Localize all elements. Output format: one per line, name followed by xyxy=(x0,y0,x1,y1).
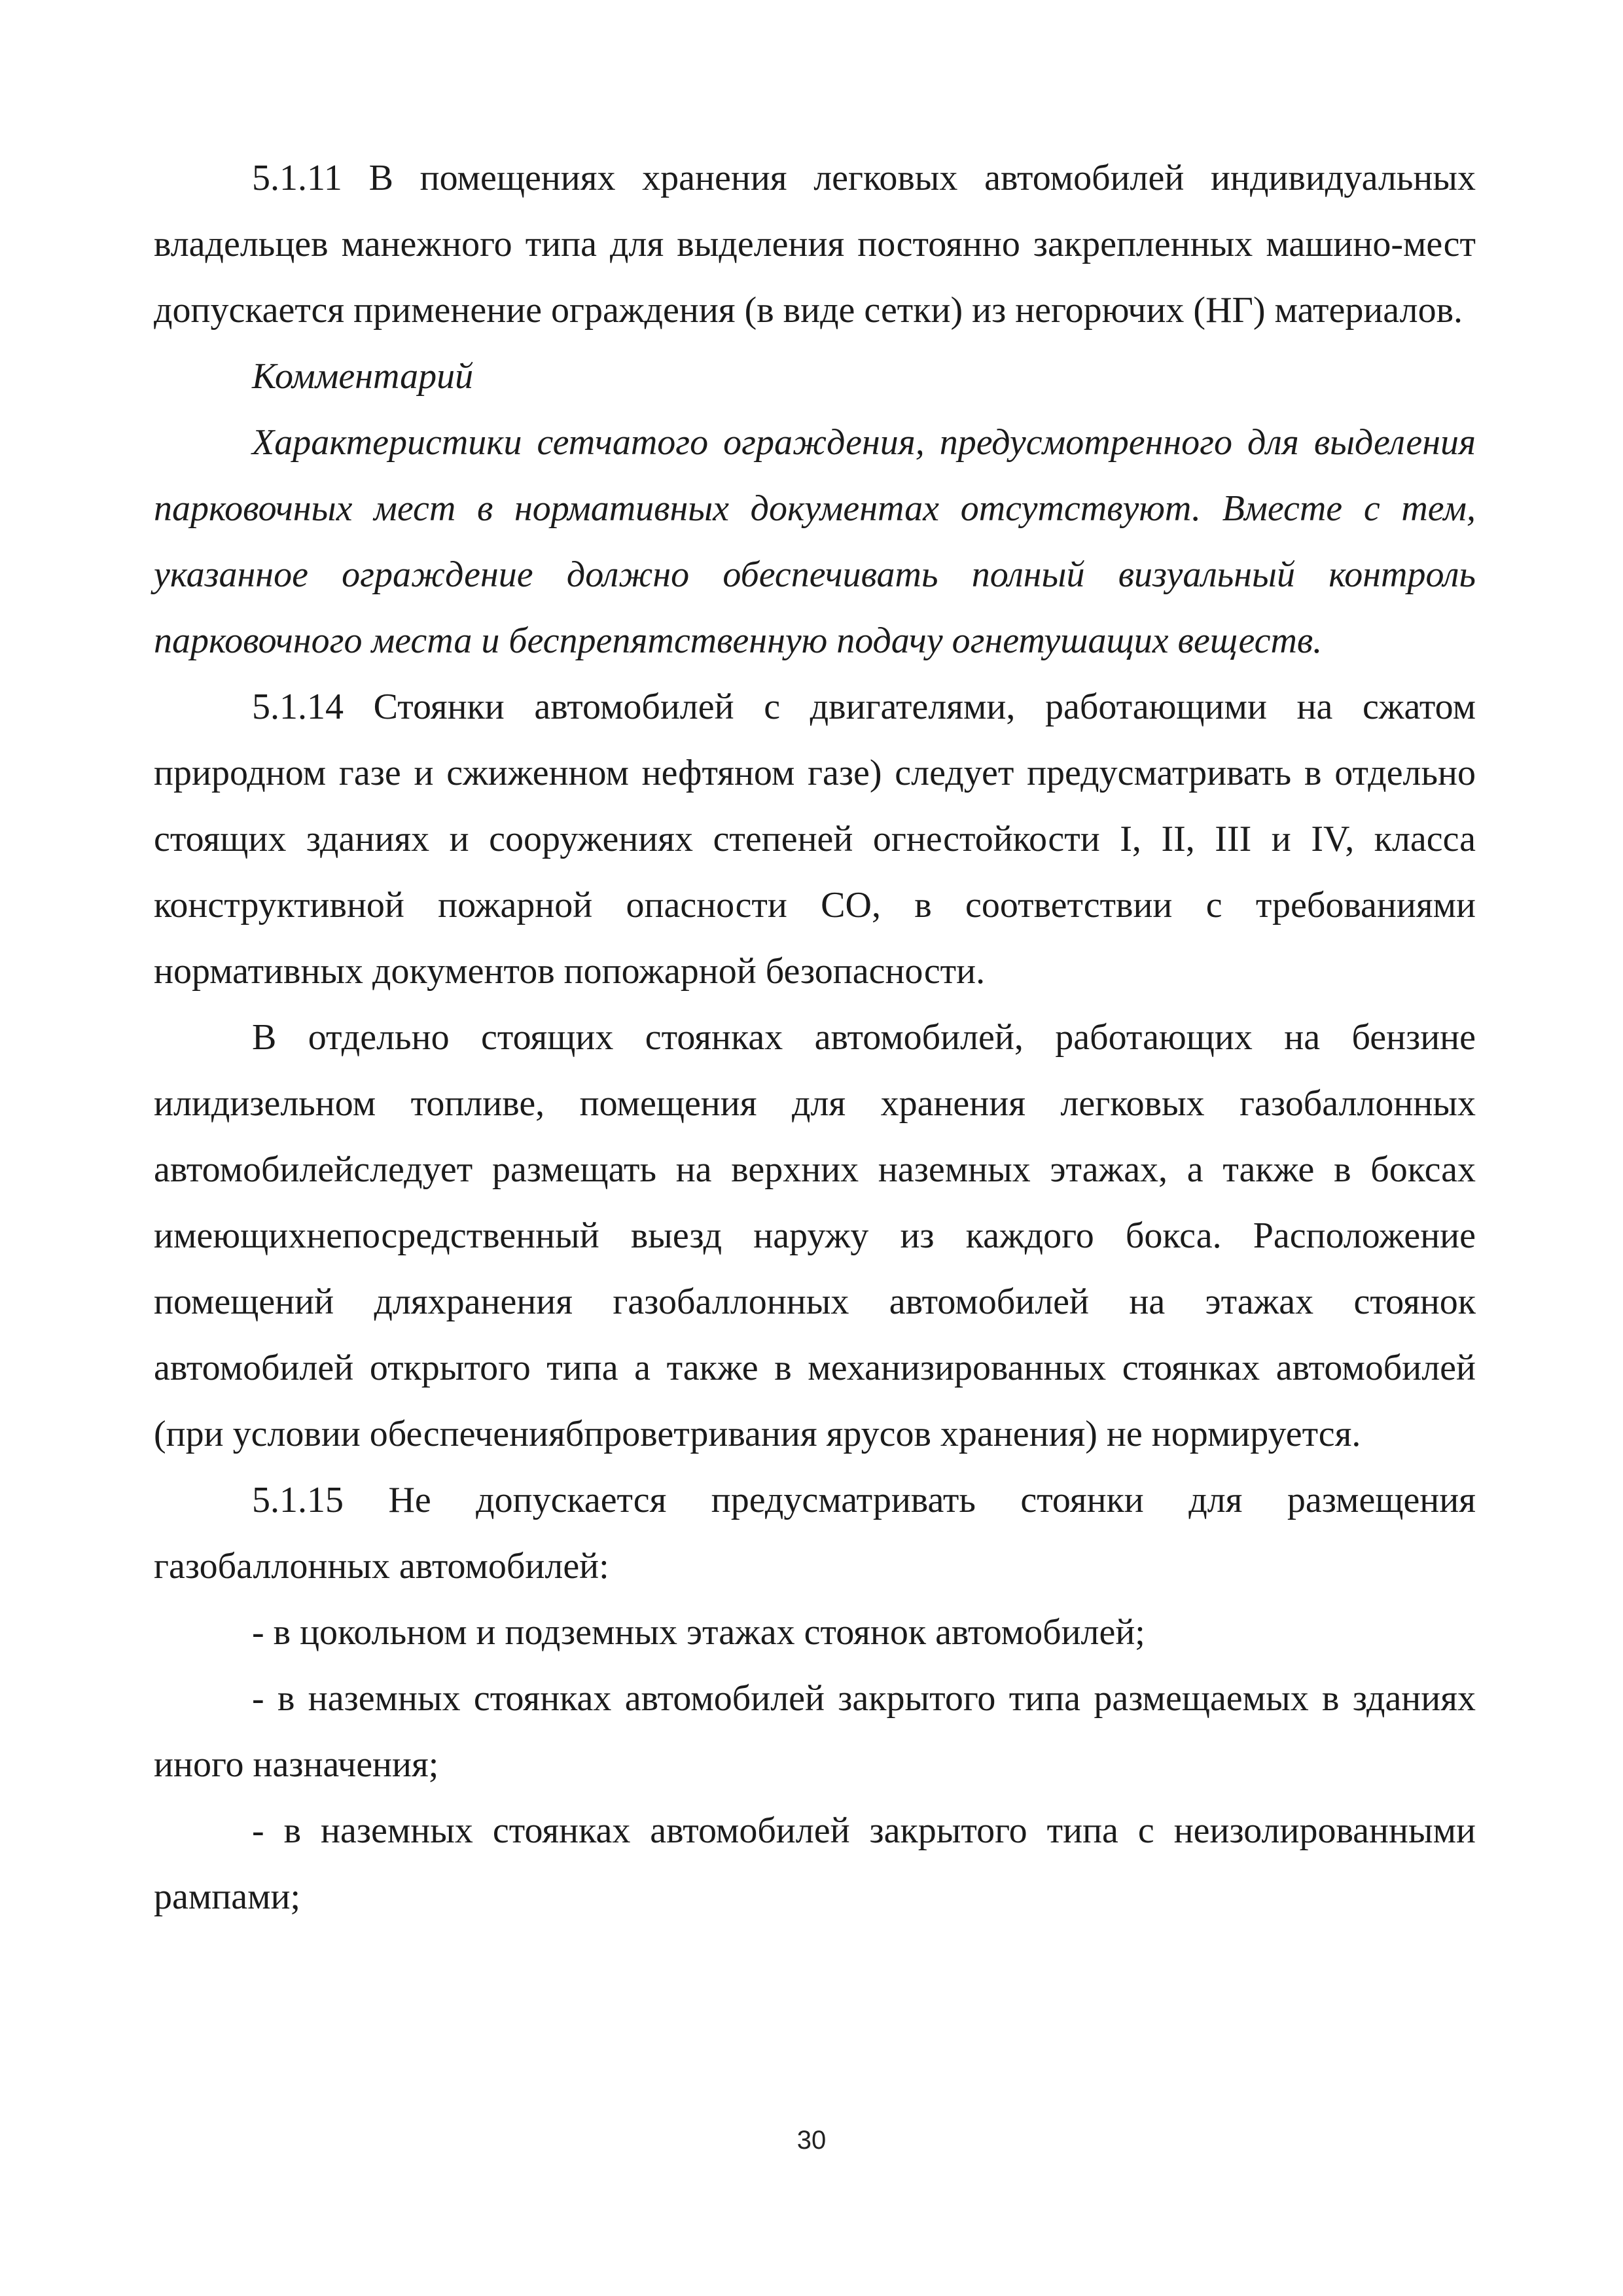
comment-text: Характеристики сетчатого ограждения, предусмотренного для выделения парковочных мест в нормативных документах отсутствуют. Вместе с тем, указанное ограждение должно обеспечивать полный визуальный контроль парковочного места и беспрепятственную подачу огнетушащих веществ. xyxy=(154,422,1476,661)
paragraph-5-1-11: 5.1.11 В помещениях хранения легковых автомобилей индивидуальных владельцев манежного типа для выделения постоянно закрепленных машино-мест допускается применение ограждения (в виде сетки) из негорючих (НГ) материалов. xyxy=(154,158,1476,331)
page-number: 30 xyxy=(796,2126,827,2155)
document-body xyxy=(154,145,1476,1930)
paragraph-5-1-15: 5.1.15 Не допускается предусматривать стоянки для размещения газобаллонных автомобилей: xyxy=(154,1480,1476,1587)
paragraph-5-1-14: 5.1.14 Стоянки автомобилей с двигателями, работающими на сжатом природном газе и сжиженном нефтяном газе) следует предусматривать в отдельно стоящих зданиях и сооружениях степеней огнестойкости I, II, III и IV, класса конструктивной пожарной опасности СО, в соответствии с требованиями нормативных документов попожарной безопасности. xyxy=(154,687,1476,992)
list-item-other-buildings: - в наземных стоянках автомобилей закрытого типа размещаемых в зданиях иного назначения; xyxy=(154,1678,1476,1785)
paragraph-separate-parking: В отдельно стоящих стоянках автомобилей, работающих на бензине илидизельном топливе, помещения для хранения легковых газобаллонных автомобилейследует размещать на верхних наземных этажах, а также в боксах имеющихнепосредственный выезд наружу из каждого бокса. Расположение помещений дляхранения газобаллонных автомобилей на этажах стоянок автомобилей открытого типа а также в механизированных стоянках автомобилей (при условии обеспечениябпроветривания ярусов хранения) не нормируется. xyxy=(154,1017,1476,1454)
list-item-ramps: - в наземных стоянках автомобилей закрытого типа с неизолированными рампами; xyxy=(154,1810,1476,1917)
list-item-basement: - в цокольном и подземных этажах стоянок автомобилей; xyxy=(252,1612,1145,1653)
comment-heading: Комментарий xyxy=(252,356,474,397)
